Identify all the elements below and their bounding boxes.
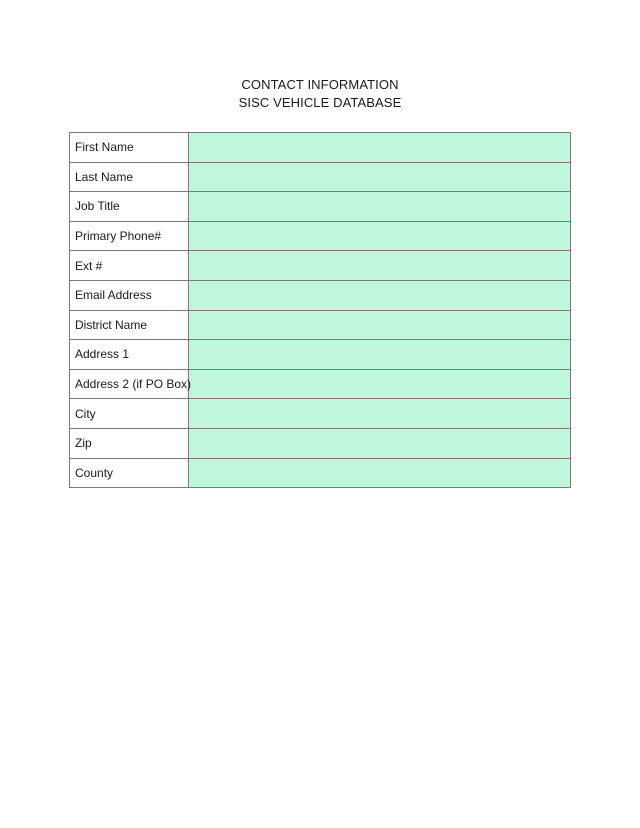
- input-zip[interactable]: [189, 429, 570, 457]
- input-address-1[interactable]: [189, 340, 570, 368]
- document-header: [0, 76, 640, 112]
- field-cell-city: [189, 399, 571, 429]
- field-cell-job-title: [189, 192, 571, 222]
- input-email-address[interactable]: [189, 281, 570, 309]
- field-label-address-2-if-po-box: Address 2 (if PO Box): [70, 369, 189, 399]
- field-cell-ext: [189, 251, 571, 281]
- input-city[interactable]: [189, 400, 570, 428]
- input-address-2-if-po-box[interactable]: [189, 370, 570, 398]
- field-cell-zip: [189, 428, 571, 458]
- field-cell-address-1: [189, 340, 571, 370]
- form-row-last-name: [70, 162, 571, 192]
- input-last-name[interactable]: [189, 163, 570, 191]
- form-row-primary-phone: [70, 221, 571, 251]
- form-row-address-1: [70, 340, 571, 370]
- field-label-address-1: Address 1: [70, 340, 189, 370]
- field-label-ext: Ext #: [70, 251, 189, 281]
- field-label-last-name: Last Name: [70, 162, 189, 192]
- contact-form-body: [70, 133, 571, 488]
- form-row-district-name: [70, 310, 571, 340]
- form-row-first-name: [70, 133, 571, 163]
- form-row-email-address: [70, 280, 571, 310]
- input-county[interactable]: [189, 459, 570, 487]
- field-cell-primary-phone: [189, 221, 571, 251]
- field-label-zip: Zip: [70, 428, 189, 458]
- input-district-name[interactable]: [189, 311, 570, 339]
- input-ext[interactable]: [189, 252, 570, 280]
- field-cell-last-name: [189, 162, 571, 192]
- field-label-email-address: Email Address: [70, 280, 189, 310]
- form-row-job-title: [70, 192, 571, 222]
- field-cell-county: [189, 458, 571, 488]
- form-row-address-2-if-po-box: [70, 369, 571, 399]
- input-first-name[interactable]: [189, 133, 570, 161]
- field-cell-district-name: [189, 310, 571, 340]
- input-primary-phone[interactable]: [189, 222, 570, 250]
- page-title: CONTACT INFORMATION: [241, 77, 399, 92]
- field-label-first-name: First Name: [70, 133, 189, 163]
- form-row-ext: [70, 251, 571, 281]
- field-label-job-title: Job Title: [70, 192, 189, 222]
- page-subtitle: SISC VEHICLE DATABASE: [238, 95, 402, 110]
- field-label-city: City: [70, 399, 189, 429]
- input-job-title[interactable]: [189, 192, 570, 220]
- field-label-county: County: [70, 458, 189, 488]
- contact-form-table: [69, 132, 571, 488]
- field-cell-address-2-if-po-box: [189, 369, 571, 399]
- form-row-county: [70, 458, 571, 488]
- form-row-city: [70, 399, 571, 429]
- field-cell-first-name: [189, 133, 571, 163]
- field-label-district-name: District Name: [70, 310, 189, 340]
- field-label-primary-phone: Primary Phone#: [70, 221, 189, 251]
- form-row-zip: [70, 428, 571, 458]
- field-cell-email-address: [189, 280, 571, 310]
